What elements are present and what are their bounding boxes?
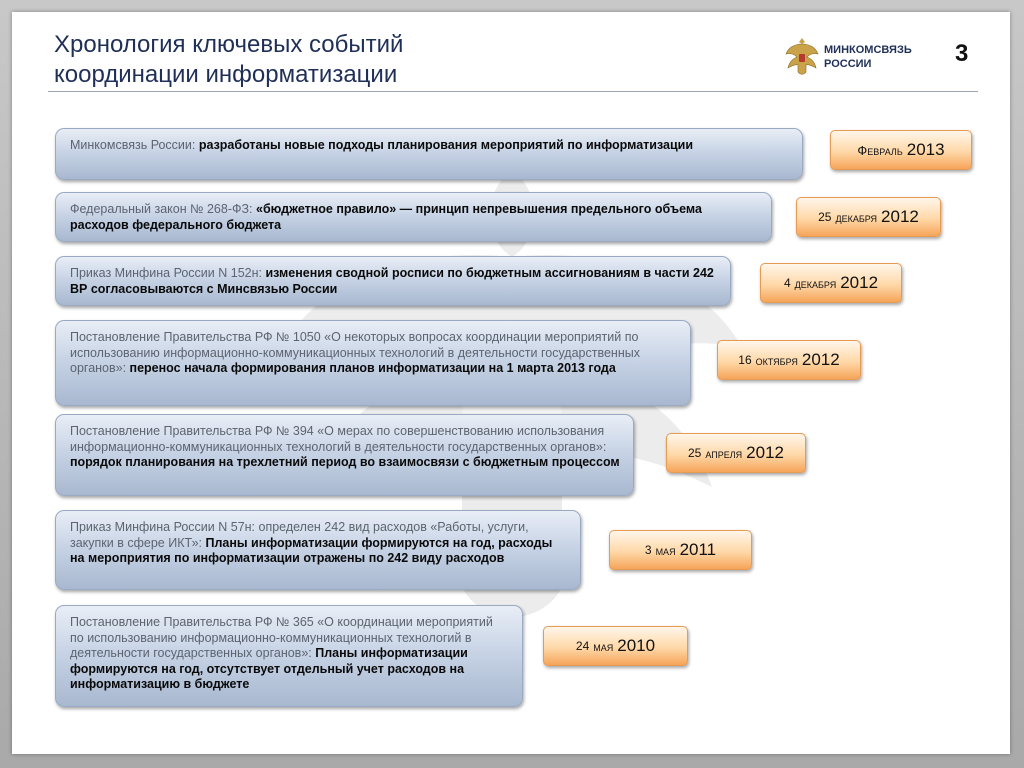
date-year: 2012 xyxy=(746,443,784,462)
timeline-event xyxy=(55,256,731,306)
event-date-badge xyxy=(609,530,752,570)
event-source: Постановление Правительства РФ № 1050 «О некоторых вопросах координации мероприятий по использованию информационно-коммуникационных технологий в деятельности государственных органов»: xyxy=(70,330,640,375)
date-month: апреля xyxy=(705,445,743,461)
event-description: порядок планирования на трехлетний период во взаимосвязи с бюджетным процессом xyxy=(70,455,620,469)
event-description: изменения сводной росписи по бюджетным ассигнованиям в части 242 ВР согласовываются с Минсвязью России xyxy=(70,266,714,296)
timeline-event xyxy=(55,192,772,242)
page-number: 3 xyxy=(955,40,969,67)
date-year: 2012 xyxy=(881,207,919,226)
date-month: декабря xyxy=(794,275,837,291)
timeline-event xyxy=(55,320,691,406)
date-day: 3 xyxy=(644,543,652,557)
date-month: мая xyxy=(593,638,614,654)
event-description: разработаны новые подходы планирования мероприятий по информатизации xyxy=(198,138,694,152)
event-date-badge xyxy=(830,130,972,170)
date-month: Февраль xyxy=(857,142,903,158)
date-day: 25 xyxy=(688,446,702,460)
header-divider xyxy=(48,91,978,92)
date-month: декабря xyxy=(835,209,878,225)
date-day: 25 xyxy=(818,210,832,224)
date-day: 16 xyxy=(738,353,752,367)
slide xyxy=(12,12,1010,754)
event-source: Постановление Правительства РФ № 394 «О мерах по совершенствованию использования информационно-коммуникационных технологий в деятельности государственных органов»: xyxy=(70,424,607,454)
event-source: Приказ Минфина России N 152н: xyxy=(70,266,266,280)
ministry-name-line2: РОССИИ xyxy=(824,58,872,70)
date-year: 2012 xyxy=(840,273,879,292)
event-source: Минкомсвязь России: xyxy=(70,138,199,152)
event-date-badge xyxy=(760,263,902,303)
timeline-event xyxy=(55,605,523,707)
event-date-badge xyxy=(543,626,688,666)
event-date-badge xyxy=(666,433,806,473)
date-month: мая xyxy=(655,542,676,558)
coat-of-arms-icon xyxy=(784,36,820,76)
date-year: 2012 xyxy=(801,350,840,369)
date-year: 2013 xyxy=(906,140,945,159)
event-description: «бюджетное правило» — принцип непревышения предельного объема расходов федерального бюджета xyxy=(70,202,702,232)
event-date-badge xyxy=(796,197,941,237)
event-date-badge xyxy=(717,340,861,380)
event-description: Планы информатизации формируются на год, отсутствует отдельный учет расходов на информатизацию в бюджете xyxy=(70,646,468,691)
date-day: 24 xyxy=(575,639,590,653)
date-year: 2010 xyxy=(617,636,656,655)
event-source: Приказ Минфина России N 57н: определен 242 вид расходов «Работы, услуги, закупки в сфере ИКТ»: xyxy=(70,520,529,550)
timeline-event xyxy=(55,414,634,496)
timeline-event xyxy=(55,510,581,590)
event-description: перенос начала формирования планов информатизации на 1 марта 2013 года xyxy=(129,361,616,375)
event-source: Федеральный закон № 268-ФЗ: xyxy=(70,202,256,216)
timeline-event xyxy=(55,128,803,180)
ministry-logo-text xyxy=(824,43,944,71)
date-month: октября xyxy=(755,352,798,368)
event-description: Планы информатизации формируются на год, расходы на мероприятия по информатизации отражены по 242 виду расходов xyxy=(70,535,553,565)
page-title: Хронология ключевых событий координации информатизации xyxy=(54,31,404,88)
ministry-name-line1: МИНКОМСВЯЗЬ xyxy=(824,44,912,56)
event-source: Постановление Правительства РФ № 365 «О координации мероприятий по использованию информационно-коммуникационных технологий в деятельности государственных органов»: xyxy=(70,615,493,660)
date-day: 4 xyxy=(783,276,791,290)
date-year: 2011 xyxy=(679,540,717,559)
